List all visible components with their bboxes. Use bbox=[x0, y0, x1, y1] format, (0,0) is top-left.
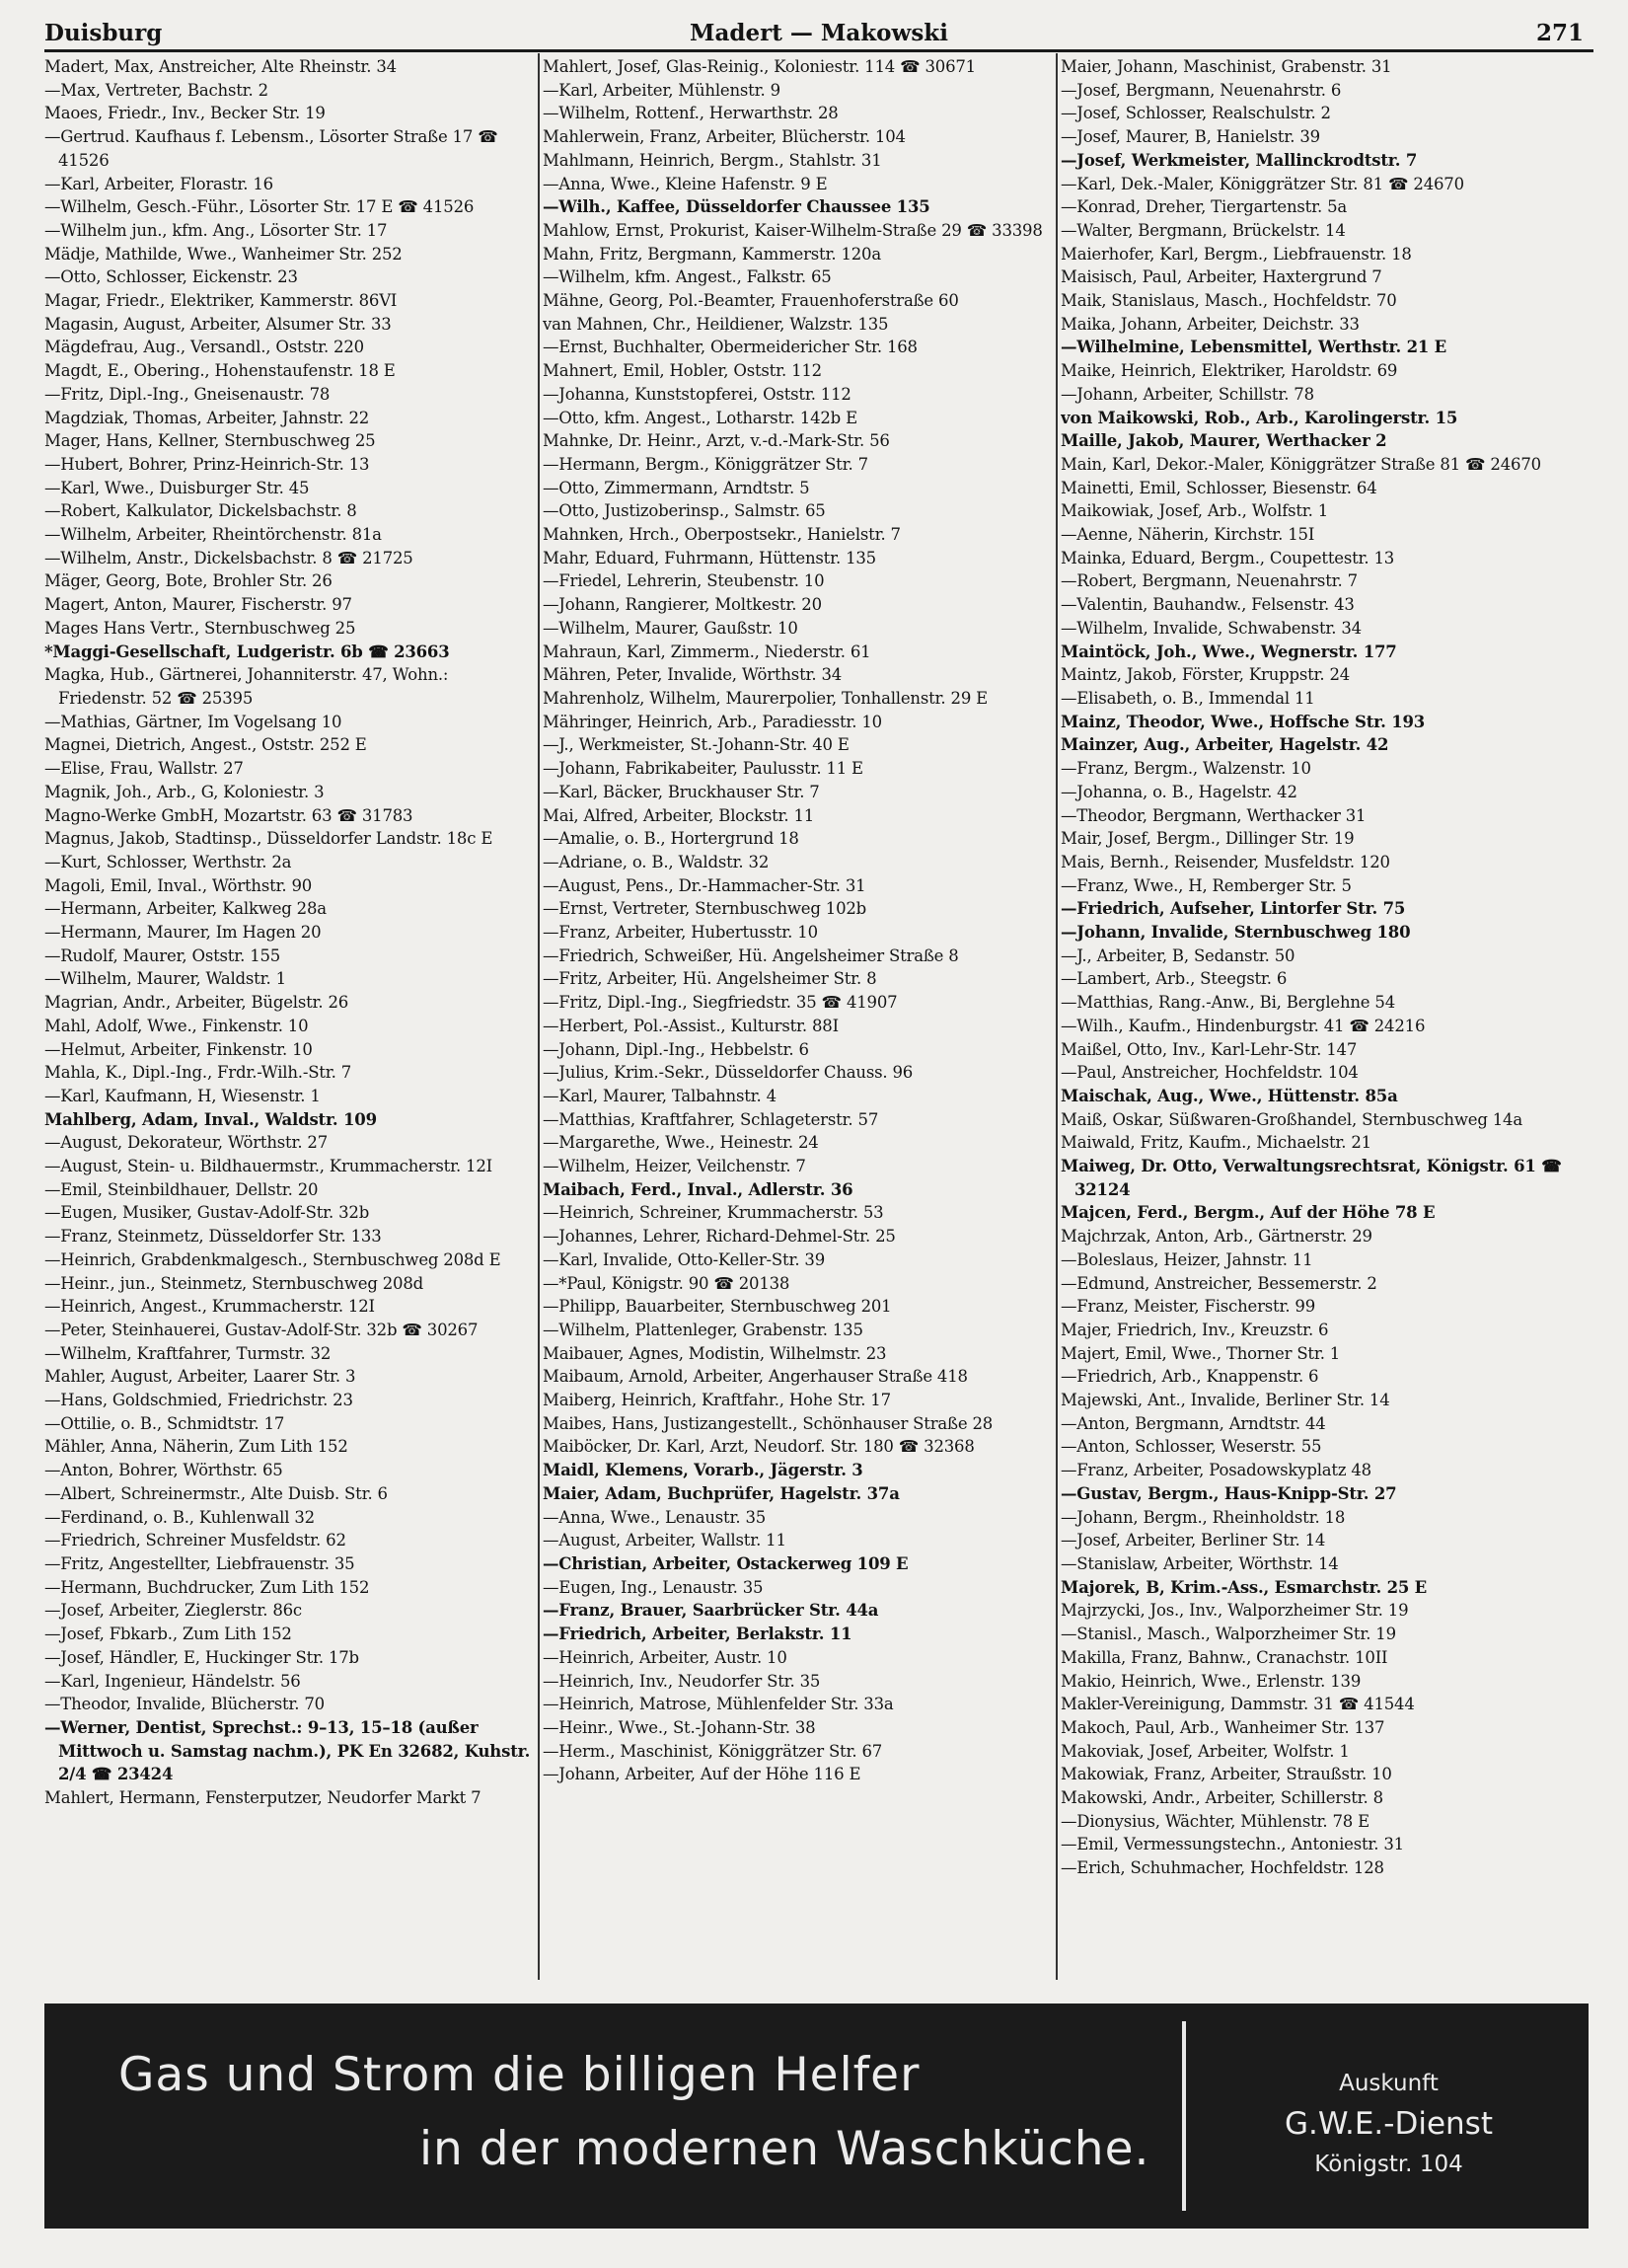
directory-entry: —Wilhelm, kfm. Angest., Falkstr. 65 bbox=[543, 267, 832, 287]
directory-entry: —Albert, Schreinermstr., Alte Duisb. Str. 6 bbox=[44, 1483, 388, 1503]
directory-entry: —Walter, Bergmann, Brückelstr. 14 bbox=[1061, 220, 1346, 240]
directory-entry: —Max, Vertreter, Bachstr. 2 bbox=[44, 80, 268, 100]
directory-entry: —Friedrich, Schweißer, Hü. Angelsheimer Straße 8 bbox=[543, 945, 959, 965]
directory-entry: —Johann, Dipl.-Ing., Hebbelstr. 6 bbox=[543, 1039, 809, 1059]
directory-entry: —Theodor, Invalide, Blücherstr. 70 bbox=[44, 1695, 325, 1714]
directory-entry: —Elisabeth, o. B., Immendal 11 bbox=[1061, 688, 1315, 708]
directory-entry: Magnik, Joh., Arb., G, Koloniestr. 3 bbox=[44, 782, 325, 801]
directory-entry: Maißel, Otto, Inv., Karl-Lehr-Str. 147 bbox=[1061, 1039, 1358, 1059]
directory-entry: —Johannes, Lehrer, Richard-Dehmel-Str. 25 bbox=[543, 1227, 896, 1247]
directory-entry: —Wilhelm, Arbeiter, Rheintörchenstr. 81a bbox=[44, 525, 382, 545]
page-number: 271 bbox=[1535, 20, 1584, 46]
directory-entry: —Philipp, Bauarbeiter, Sternbuschweg 201 bbox=[543, 1297, 892, 1317]
directory-entry: Majewski, Ant., Invalide, Berliner Str. 14 bbox=[1061, 1391, 1390, 1410]
directory-column-2 bbox=[543, 55, 1051, 1980]
directory-entry: —Anton, Bohrer, Wörthstr. 65 bbox=[44, 1461, 283, 1480]
directory-entry: Mai, Alfred, Arbeiter, Blockstr. 11 bbox=[543, 805, 815, 825]
directory-entry: —Karl, Dek.-Maler, Königgrätzer Str. 81 ☎ 24670 bbox=[1061, 174, 1464, 193]
directory-entry: Magdt, E., Obering., Hohenstaufenstr. 18 E bbox=[44, 361, 396, 381]
directory-entry: —Lambert, Arb., Steegstr. 6 bbox=[1061, 969, 1288, 989]
directory-entry: Maintöck, Joh., Wwe., Wegnerstr. 177 bbox=[1061, 642, 1397, 661]
directory-entry: Majer, Friedrich, Inv., Kreuzstr. 6 bbox=[1061, 1320, 1329, 1339]
directory-entry: —Emil, Vermessungstechn., Antoniestr. 31 bbox=[1061, 1835, 1404, 1854]
directory-entry: —Franz, Arbeiter, Posadowskyplatz 48 bbox=[1061, 1461, 1371, 1480]
directory-entry: —Johann, Arbeiter, Auf der Höhe 116 E bbox=[543, 1765, 861, 1784]
directory-entry: —Josef, Arbeiter, Berliner Str. 14 bbox=[1061, 1531, 1326, 1550]
directory-entry: Magnei, Dietrich, Angest., Oststr. 252 E bbox=[44, 735, 367, 755]
directory-entry: Mahlert, Josef, Glas-Reinig., Koloniestr. 114 ☎ 30671 bbox=[543, 57, 976, 76]
directory-entry: Mahlerwein, Franz, Arbeiter, Blücherstr. 104 bbox=[543, 127, 906, 147]
directory-entry: Maiberg, Heinrich, Kraftfahr., Hohe Str. 17 bbox=[543, 1391, 891, 1410]
directory-entry: van Mahnen, Chr., Heildiener, Walzstr. 135 bbox=[543, 314, 889, 334]
directory-entry: —Eugen, Ing., Lenaustr. 35 bbox=[543, 1577, 764, 1597]
directory-entry: —Ottilie, o. B., Schmidtstr. 17 bbox=[44, 1413, 285, 1433]
directory-entry: Maintz, Jakob, Förster, Kruppstr. 24 bbox=[1061, 665, 1351, 685]
directory-entry: Maille, Jakob, Maurer, Werthacker 2 bbox=[1061, 431, 1387, 451]
directory-entry: Maibauer, Agnes, Modistin, Wilhelmstr. 23 bbox=[543, 1343, 887, 1363]
directory-entry: —Hans, Goldschmied, Friedrichstr. 23 bbox=[44, 1391, 353, 1410]
ad-auskunft-label: Auskunft bbox=[1339, 2071, 1439, 2096]
directory-entry: —Karl, Bäcker, Bruckhauser Str. 7 bbox=[543, 782, 820, 801]
directory-entry: —Franz, Brauer, Saarbrücker Str. 44a bbox=[543, 1601, 879, 1621]
directory-entry: —Theodor, Bergmann, Werthacker 31 bbox=[1061, 805, 1367, 825]
directory-entry: Madert, Max, Anstreicher, Alte Rheinstr. 34 bbox=[44, 57, 397, 76]
directory-entry: Makler-Vereinigung, Dammstr. 31 ☎ 41544 bbox=[1061, 1695, 1415, 1714]
directory-entry: Maier, Adam, Buchprüfer, Hagelstr. 37a bbox=[543, 1483, 900, 1503]
header-range: Madert — Makowski bbox=[690, 20, 948, 46]
directory-entry: Maidl, Klemens, Vorarb., Jägerstr. 3 bbox=[543, 1461, 863, 1480]
directory-entry: —*Paul, Königstr. 90 ☎ 20138 bbox=[543, 1273, 790, 1293]
directory-entry: —Karl, Wwe., Duisburger Str. 45 bbox=[44, 478, 310, 497]
directory-entry: Makilla, Franz, Bahnw., Cranachstr. 10II bbox=[1061, 1647, 1388, 1667]
directory-entry: —Konrad, Dreher, Tiergartenstr. 5a bbox=[1061, 197, 1347, 217]
ad-slogan bbox=[44, 2003, 1179, 2229]
directory-entry: —Heinr., jun., Steinmetz, Sternbuschweg 208d bbox=[44, 1273, 423, 1293]
directory-entry: —J., Arbeiter, B, Sedanstr. 50 bbox=[1061, 945, 1295, 965]
directory-entry: —Wilhelm, Plattenleger, Grabenstr. 135 bbox=[543, 1320, 863, 1339]
directory-entry: Maiweg, Dr. Otto, Verwaltungsrechtsrat, Königstr. 61 ☎ 32124 bbox=[1061, 1157, 1562, 1199]
directory-entry: Mair, Josef, Bergm., Dillinger Str. 19 bbox=[1061, 829, 1355, 849]
directory-entry: Maika, Johann, Arbeiter, Deichstr. 33 bbox=[1061, 314, 1360, 334]
directory-entry: —Wilhelm jun., kfm. Ang., Lösorter Str. 17 bbox=[44, 220, 388, 240]
directory-entry: Mainka, Eduard, Bergm., Coupettestr. 13 bbox=[1061, 548, 1395, 567]
directory-entry: Majrzycki, Jos., Inv., Walporzheimer Str. 19 bbox=[1061, 1601, 1409, 1621]
directory-entry: —Friedrich, Aufseher, Lintorfer Str. 75 bbox=[1061, 899, 1406, 919]
directory-entry: Mahl, Adolf, Wwe., Finkenstr. 10 bbox=[44, 1016, 309, 1035]
directory-entry: —Johanna, Kunststopferei, Oststr. 112 bbox=[543, 384, 851, 404]
directory-entry: Maiböcker, Dr. Karl, Arzt, Neudorf. Str. 180 ☎ 32368 bbox=[543, 1437, 975, 1457]
directory-entry: Makoch, Paul, Arb., Wanheimer Str. 137 bbox=[1061, 1717, 1385, 1737]
directory-entry: *Maggi-Gesellschaft, Ludgeristr. 6b ☎ 23663 bbox=[44, 642, 450, 661]
column-divider bbox=[538, 53, 540, 1980]
directory-entry: Makowski, Andr., Arbeiter, Schillerstr. 8 bbox=[1061, 1788, 1383, 1808]
directory-entry: Magar, Friedr., Elektriker, Kammerstr. 86VI bbox=[44, 291, 398, 311]
directory-entry: —Franz, Steinmetz, Düsseldorfer Str. 133 bbox=[44, 1227, 382, 1247]
directory-entry: —Friedrich, Arb., Knappenstr. 6 bbox=[1061, 1367, 1319, 1387]
ad-contact bbox=[1189, 2003, 1589, 2229]
directory-entry: Mahler, August, Arbeiter, Laarer Str. 3 bbox=[44, 1367, 356, 1387]
directory-entry: Maibaum, Arnold, Arbeiter, Angerhauser Straße 418 bbox=[543, 1367, 968, 1387]
directory-entry: Maikowiak, Josef, Arb., Wolfstr. 1 bbox=[1061, 501, 1329, 521]
directory-entry: —Johann, Rangierer, Moltkestr. 20 bbox=[543, 595, 822, 615]
directory-entry: —Gustav, Bergm., Haus-Knipp-Str. 27 bbox=[1061, 1483, 1397, 1503]
directory-entry: —Josef, Händler, E, Huckinger Str. 17b bbox=[44, 1647, 359, 1667]
directory-entry: Magasin, August, Arbeiter, Alsumer Str. 33 bbox=[44, 314, 392, 334]
directory-entry: Mainetti, Emil, Schlosser, Biesenstr. 64 bbox=[1061, 478, 1377, 497]
directory-entry: Mager, Hans, Kellner, Sternbuschweg 25 bbox=[44, 431, 376, 451]
directory-entry: Maiwald, Fritz, Kaufm., Michaelstr. 21 bbox=[1061, 1133, 1371, 1153]
directory-entry: Majchrzak, Anton, Arb., Gärtnerstr. 29 bbox=[1061, 1227, 1372, 1247]
directory-entry: Maik, Stanislaus, Masch., Hochfeldstr. 70 bbox=[1061, 291, 1397, 311]
ad-divider bbox=[1182, 2021, 1186, 2211]
directory-entry: Mähne, Georg, Pol.-Beamter, Frauenhoferstraße 60 bbox=[543, 291, 959, 311]
directory-entry: —Josef, Fbkarb., Zum Lith 152 bbox=[44, 1625, 292, 1644]
directory-entry: —Wilhelm, Kraftfahrer, Turmstr. 32 bbox=[44, 1343, 332, 1363]
directory-entry: —Herbert, Pol.-Assist., Kulturstr. 88I bbox=[543, 1016, 839, 1035]
directory-entry: —August, Pens., Dr.-Hammacher-Str. 31 bbox=[543, 875, 866, 895]
ad-address: Königstr. 104 bbox=[1314, 2152, 1463, 2177]
directory-entry: —Josef, Maurer, B, Hanielstr. 39 bbox=[1061, 127, 1320, 147]
directory-entry: —Heinr., Wwe., St.-Johann-Str. 38 bbox=[543, 1717, 816, 1737]
directory-entry: —Heinrich, Arbeiter, Austr. 10 bbox=[543, 1647, 787, 1667]
directory-entry: —Karl, Kaufmann, H, Wiesenstr. 1 bbox=[44, 1086, 321, 1105]
directory-entry: —Friedrich, Arbeiter, Berlakstr. 11 bbox=[543, 1625, 852, 1644]
directory-entry: —Karl, Arbeiter, Mühlenstr. 9 bbox=[543, 80, 780, 100]
directory-entry: —Heinrich, Grabdenkmalgesch., Sternbuschweg 208d E bbox=[44, 1249, 501, 1269]
directory-entry: Majert, Emil, Wwe., Thorner Str. 1 bbox=[1061, 1343, 1341, 1363]
directory-entry: —Erich, Schuhmacher, Hochfeldstr. 128 bbox=[1061, 1858, 1384, 1878]
directory-entry: Mahraun, Karl, Zimmerm., Niederstr. 61 bbox=[543, 642, 871, 661]
directory-entry: Magka, Hub., Gärtnerei, Johanniterstr. 47, Wohn.: Friedenstr. 52 ☎ 25395 bbox=[44, 665, 449, 708]
directory-entry: Majcen, Ferd., Bergm., Auf der Höhe 78 E bbox=[1061, 1203, 1436, 1223]
directory-entry: —Fritz, Angestellter, Liebfrauenstr. 35 bbox=[44, 1554, 355, 1573]
directory-entry: Mahnke, Dr. Heinr., Arzt, v.-d.-Mark-Str. 56 bbox=[543, 431, 890, 451]
directory-entry: Makowiak, Franz, Arbeiter, Straußstr. 10 bbox=[1061, 1765, 1392, 1784]
directory-entry: —Matthias, Rang.-Anw., Bi, Berglehne 54 bbox=[1061, 993, 1396, 1013]
directory-entry: —Johann, Bergm., Rheinholdstr. 18 bbox=[1061, 1507, 1346, 1527]
directory-entry: Maoes, Friedr., Inv., Becker Str. 19 bbox=[44, 104, 326, 123]
directory-entry: Magno-Werke GmbH, Mozartstr. 63 ☎ 31783 bbox=[44, 805, 413, 825]
directory-entry: —Herm., Maschinist, Königgrätzer Str. 67 bbox=[543, 1741, 883, 1761]
directory-entry: —Heinrich, Matrose, Mühlenfelder Str. 33a bbox=[543, 1695, 894, 1714]
directory-entry: —Heinrich, Schreiner, Krummacherstr. 53 bbox=[543, 1203, 884, 1223]
directory-entry: —Robert, Bergmann, Neuenahrstr. 7 bbox=[1061, 571, 1358, 591]
directory-entry: —Eugen, Musiker, Gustav-Adolf-Str. 32b bbox=[44, 1203, 370, 1223]
directory-entry: Mais, Bernh., Reisender, Musfeldstr. 120 bbox=[1061, 852, 1390, 871]
directory-entry: —Julius, Krim.-Sekr., Düsseldorfer Chauss. 96 bbox=[543, 1063, 914, 1083]
directory-column-3 bbox=[1061, 55, 1589, 1980]
directory-entry: Makio, Heinrich, Wwe., Erlenstr. 139 bbox=[1061, 1671, 1362, 1691]
directory-entry: Mahla, K., Dipl.-Ing., Frdr.-Wilh.-Str. 7 bbox=[44, 1063, 351, 1083]
directory-entry: —August, Dekorateur, Wörthstr. 27 bbox=[44, 1133, 329, 1153]
directory-entry: —Hermann, Maurer, Im Hagen 20 bbox=[44, 923, 322, 943]
directory-entry: Mahrenholz, Wilhelm, Maurerpolier, Tonhallenstr. 29 E bbox=[543, 688, 989, 708]
directory-entry: —Amalie, o. B., Hortergrund 18 bbox=[543, 829, 799, 849]
directory-entry: —Otto, kfm. Angest., Lotharstr. 142b E bbox=[543, 408, 857, 427]
directory-entry: —Gertrud. Kaufhaus f. Lebensm., Lösorter Straße 17 ☎ 41526 bbox=[44, 127, 498, 170]
directory-entry: Mahnken, Hrch., Oberpostsekr., Hanielstr. 7 bbox=[543, 525, 901, 545]
directory-entry: —Ernst, Buchhalter, Obermeidericher Str. 168 bbox=[543, 338, 918, 357]
directory-entry: —Ferdinand, o. B., Kuhlenwall 32 bbox=[44, 1507, 315, 1527]
directory-entry: —Christian, Arbeiter, Ostackerweg 109 E bbox=[543, 1554, 909, 1573]
directory-entry: —Franz, Bergm., Walzenstr. 10 bbox=[1061, 759, 1311, 779]
directory-entry: —Friedel, Lehrerin, Steubenstr. 10 bbox=[543, 571, 825, 591]
directory-entry: —Stanisl., Masch., Walporzheimer Str. 19 bbox=[1061, 1625, 1396, 1644]
directory-column-1 bbox=[44, 55, 533, 1980]
directory-entry: —Wilhelm, Gesch.-Führ., Lösorter Str. 17 E ☎ 41526 bbox=[44, 197, 475, 217]
directory-entry: —Matthias, Kraftfahrer, Schlageterstr. 57 bbox=[543, 1109, 879, 1129]
directory-entry: Magert, Anton, Maurer, Fischerstr. 97 bbox=[44, 595, 352, 615]
page-header bbox=[44, 14, 1593, 49]
directory-entry: —Hermann, Buchdrucker, Zum Lith 152 bbox=[44, 1577, 370, 1597]
directory-entry: —Emil, Steinbildhauer, Dellstr. 20 bbox=[44, 1179, 319, 1199]
directory-entry: Maisisch, Paul, Arbeiter, Haxtergrund 7 bbox=[1061, 267, 1382, 287]
directory-entry: —Hubert, Bohrer, Prinz-Heinrich-Str. 13 bbox=[44, 454, 370, 474]
directory-entry: —Wilhelm, Invalide, Schwabenstr. 34 bbox=[1061, 618, 1362, 638]
directory-entry: —Mathias, Gärtner, Im Vogelsang 10 bbox=[44, 712, 342, 731]
directory-entry: Maierhofer, Karl, Bergm., Liebfrauenstr. 18 bbox=[1061, 244, 1412, 264]
header-rule bbox=[44, 49, 1593, 52]
directory-entry: —Otto, Justizoberinsp., Salmstr. 65 bbox=[543, 501, 826, 521]
directory-entry: Majorek, B, Krim.-Ass., Esmarchstr. 25 E bbox=[1061, 1577, 1428, 1597]
directory-entry: —Anna, Wwe., Lenaustr. 35 bbox=[543, 1507, 767, 1527]
directory-entry: —Otto, Schlosser, Eickenstr. 23 bbox=[44, 267, 298, 287]
column-divider bbox=[1056, 53, 1058, 1980]
directory-entry: —Heinrich, Angest., Krummacherstr. 12I bbox=[44, 1297, 375, 1317]
directory-entry: Maike, Heinrich, Elektriker, Haroldstr. 69 bbox=[1061, 361, 1398, 381]
ad-slogan-line-1: Gas und Strom die billigen Helfer bbox=[118, 2048, 921, 2102]
directory-entry: —Johanna, o. B., Hagelstr. 42 bbox=[1061, 782, 1297, 801]
directory-entry: —Adriane, o. B., Waldstr. 32 bbox=[543, 852, 770, 871]
directory-entry: —Otto, Zimmermann, Arndtstr. 5 bbox=[543, 478, 810, 497]
directory-entry: Mäger, Georg, Bote, Brohler Str. 26 bbox=[44, 571, 333, 591]
directory-entry: Magoli, Emil, Inval., Wörthstr. 90 bbox=[44, 875, 313, 895]
directory-entry: —Fritz, Dipl.-Ing., Gneisenaustr. 78 bbox=[44, 384, 331, 404]
directory-entry: —Hermann, Arbeiter, Kalkweg 28a bbox=[44, 899, 327, 919]
directory-entry: —Anton, Schlosser, Weserstr. 55 bbox=[1061, 1437, 1322, 1457]
directory-entry: Mahr, Eduard, Fuhrmann, Hüttenstr. 135 bbox=[543, 548, 876, 567]
directory-entry: —Paul, Anstreicher, Hochfeldstr. 104 bbox=[1061, 1063, 1359, 1083]
directory-entry: —Elise, Frau, Wallstr. 27 bbox=[44, 759, 244, 779]
directory-entry: Maibes, Hans, Justizangestellt., Schönhauser Straße 28 bbox=[543, 1413, 994, 1433]
directory-entry: Mägdefrau, Aug., Versandl., Oststr. 220 bbox=[44, 338, 364, 357]
advertisement-banner bbox=[44, 2003, 1589, 2229]
directory-entry: —Friedrich, Schreiner Musfeldstr. 62 bbox=[44, 1531, 346, 1550]
directory-entry: —Karl, Maurer, Talbahnstr. 4 bbox=[543, 1086, 777, 1105]
directory-entry: Mainz, Theodor, Wwe., Hoffsche Str. 193 bbox=[1061, 712, 1426, 731]
directory-entry: Maischak, Aug., Wwe., Hüttenstr. 85a bbox=[1061, 1086, 1398, 1105]
directory-entry: —Rudolf, Maurer, Oststr. 155 bbox=[44, 945, 281, 965]
directory-entry: —Ernst, Vertreter, Sternbuschweg 102b bbox=[543, 899, 867, 919]
directory-entry: Magdziak, Thomas, Arbeiter, Jahnstr. 22 bbox=[44, 408, 370, 427]
directory-entry: —Dionysius, Wächter, Mühlenstr. 78 E bbox=[1061, 1811, 1369, 1831]
directory-entry: —Karl, Arbeiter, Florastr. 16 bbox=[44, 174, 273, 193]
directory-entry: Maibach, Ferd., Inval., Adlerstr. 36 bbox=[543, 1179, 853, 1199]
header-city: Duisburg bbox=[44, 20, 163, 46]
directory-entry: von Maikowski, Rob., Arb., Karolingerstr. 15 bbox=[1061, 408, 1458, 427]
directory-entry: —Helmut, Arbeiter, Finkenstr. 10 bbox=[44, 1039, 313, 1059]
directory-entry: —Johann, Fabrikabeiter, Paulusstr. 11 E bbox=[543, 759, 863, 779]
directory-entry: —Anton, Bergmann, Arndtstr. 44 bbox=[1061, 1413, 1326, 1433]
directory-entry: —Kurt, Schlosser, Werthstr. 2a bbox=[44, 852, 292, 871]
directory-entry: —Edmund, Anstreicher, Bessemerstr. 2 bbox=[1061, 1273, 1377, 1293]
directory-entry: Mahlow, Ernst, Prokurist, Kaiser-Wilhelm-Straße 29 ☎ 33398 bbox=[543, 220, 1043, 240]
directory-entry: —Karl, Ingenieur, Händelstr. 56 bbox=[44, 1671, 301, 1691]
directory-entry: —Wilhelmine, Lebensmittel, Werthstr. 21 E bbox=[1061, 338, 1447, 357]
directory-entry: —Aenne, Näherin, Kirchstr. 15I bbox=[1061, 525, 1315, 545]
ad-slogan-line-2: in der modernen Waschküche. bbox=[419, 2122, 1150, 2176]
directory-entry: —Wilhelm, Rottenf., Herwarthstr. 28 bbox=[543, 104, 839, 123]
directory-entry: —Peter, Steinhauerei, Gustav-Adolf-Str. 32b ☎ 30267 bbox=[44, 1320, 479, 1339]
directory-entry: —Josef, Schlosser, Realschulstr. 2 bbox=[1061, 104, 1331, 123]
directory-entry: —Johann, Arbeiter, Schillstr. 78 bbox=[1061, 384, 1314, 404]
directory-entry: —Fritz, Arbeiter, Hü. Angelsheimer Str. 8 bbox=[543, 969, 877, 989]
directory-entry: Main, Karl, Dekor.-Maler, Königgrätzer Straße 81 ☎ 24670 bbox=[1061, 454, 1541, 474]
directory-entry: —Johann, Invalide, Sternbuschweg 180 bbox=[1061, 923, 1411, 943]
directory-entry: Mahlmann, Heinrich, Bergm., Stahlstr. 31 bbox=[543, 150, 882, 170]
directory-entry: —Wilhelm, Heizer, Veilchenstr. 7 bbox=[543, 1157, 806, 1176]
directory-entry: Mahnert, Emil, Hobler, Oststr. 112 bbox=[543, 361, 822, 381]
directory-entry: —Wilhelm, Maurer, Waldstr. 1 bbox=[44, 969, 286, 989]
directory-entry: Mädje, Mathilde, Wwe., Wanheimer Str. 252 bbox=[44, 244, 403, 264]
directory-entry: —Heinrich, Inv., Neudorfer Str. 35 bbox=[543, 1671, 821, 1691]
directory-entry: Maier, Johann, Maschinist, Grabenstr. 31 bbox=[1061, 57, 1392, 76]
directory-entry: —August, Arbeiter, Wallstr. 11 bbox=[543, 1531, 786, 1550]
directory-entry: —Valentin, Bauhandw., Felsenstr. 43 bbox=[1061, 595, 1355, 615]
directory-entry: Mähringer, Heinrich, Arb., Paradiesstr. 10 bbox=[543, 712, 882, 731]
directory-entry: —Franz, Meister, Fischerstr. 99 bbox=[1061, 1297, 1316, 1317]
directory-entry: —Fritz, Dipl.-Ing., Siegfriedstr. 35 ☎ 41907 bbox=[543, 993, 898, 1013]
directory-entry: —August, Stein- u. Bildhauermstr., Krummacherstr. 12I bbox=[44, 1157, 492, 1176]
directory-entry: Mähren, Peter, Invalide, Wörthstr. 34 bbox=[543, 665, 843, 685]
directory-entry: —Wilh., Kaffee, Düsseldorfer Chaussee 135 bbox=[543, 197, 930, 217]
directory-entry: Magrian, Andr., Arbeiter, Bügelstr. 26 bbox=[44, 993, 349, 1013]
directory-entry: —Werner, Dentist, Sprechst.: 9–13, 15–18 (außer Mittwoch u. Samstag nachm.), PK En 32682, Kuhstr. 2/4 ☎ 23424 bbox=[44, 1717, 531, 1784]
directory-entry: Magnus, Jakob, Stadtinsp., Düsseldorfer Landstr. 18c E bbox=[44, 829, 493, 849]
directory-entry: —Boleslaus, Heizer, Jahnstr. 11 bbox=[1061, 1249, 1313, 1269]
directory-entry: Mähler, Anna, Näherin, Zum Lith 152 bbox=[44, 1437, 348, 1457]
directory-entry: Mages Hans Vertr., Sternbuschweg 25 bbox=[44, 618, 356, 638]
directory-entry: —Stanislaw, Arbeiter, Wörthstr. 14 bbox=[1061, 1554, 1339, 1573]
directory-entry: —Wilh., Kaufm., Hindenburgstr. 41 ☎ 24216 bbox=[1061, 1016, 1426, 1035]
directory-entry: —Josef, Werkmeister, Mallinckrodtstr. 7 bbox=[1061, 150, 1418, 170]
directory-entry: Mahlert, Hermann, Fensterputzer, Neudorfer Markt 7 bbox=[44, 1788, 481, 1808]
directory-entry: Maiß, Oskar, Süßwaren-Großhandel, Sternbuschweg 14a bbox=[1061, 1109, 1522, 1129]
directory-entry: —Josef, Bergmann, Neuenahrstr. 6 bbox=[1061, 80, 1342, 100]
directory-entry: —Karl, Invalide, Otto-Keller-Str. 39 bbox=[543, 1249, 826, 1269]
directory-entry: —Robert, Kalkulator, Dickelsbachstr. 8 bbox=[44, 501, 357, 521]
directory-entry: Mahlberg, Adam, Inval., Waldstr. 109 bbox=[44, 1109, 377, 1129]
directory-entry: —Wilhelm, Anstr., Dickelsbachstr. 8 ☎ 21725 bbox=[44, 548, 413, 567]
directory-entry: —Margarethe, Wwe., Heinestr. 24 bbox=[543, 1133, 819, 1153]
directory-entry: Makoviak, Josef, Arbeiter, Wolfstr. 1 bbox=[1061, 1741, 1350, 1761]
directory-entry: Mahn, Fritz, Bergmann, Kammerstr. 120a bbox=[543, 244, 881, 264]
directory-entry: —Wilhelm, Maurer, Gaußstr. 10 bbox=[543, 618, 798, 638]
directory-entry: —Anna, Wwe., Kleine Hafenstr. 9 E bbox=[543, 174, 828, 193]
directory-entry: Mainzer, Aug., Arbeiter, Hagelstr. 42 bbox=[1061, 735, 1389, 755]
ad-service-name: G.W.E.-Dienst bbox=[1285, 2106, 1493, 2142]
directory-entry: —Josef, Arbeiter, Zieglerstr. 86c bbox=[44, 1601, 302, 1621]
directory-entry: —Franz, Arbeiter, Hubertusstr. 10 bbox=[543, 923, 818, 943]
directory-entry: —Hermann, Bergm., Königgrätzer Str. 7 bbox=[543, 454, 868, 474]
directory-entry: —Franz, Wwe., H, Remberger Str. 5 bbox=[1061, 875, 1352, 895]
directory-entry: —J., Werkmeister, St.-Johann-Str. 40 E bbox=[543, 735, 850, 755]
